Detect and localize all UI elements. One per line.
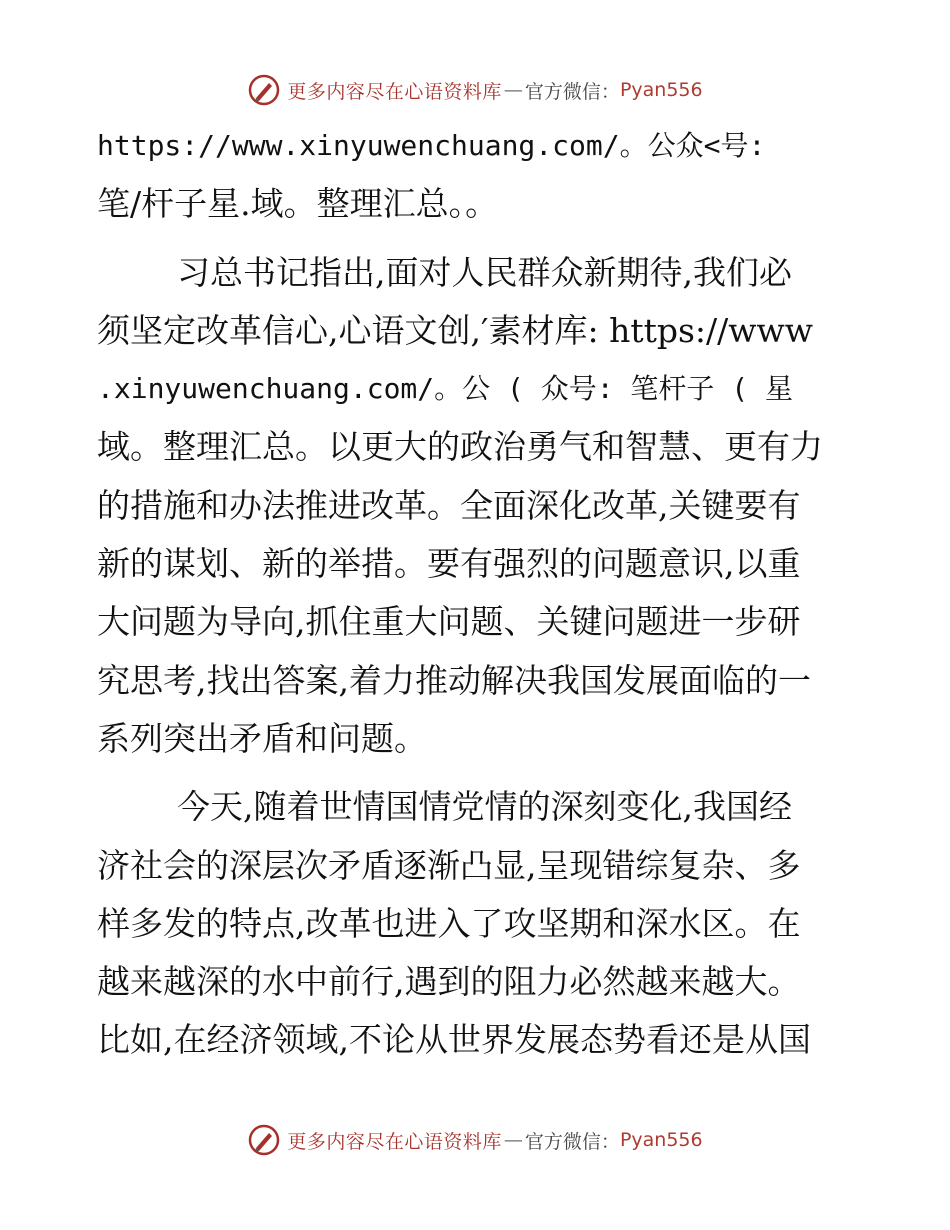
header-separator: — [503,79,523,101]
header-wechat-id: Pyan556 [619,79,703,101]
header-wechat-label: 官方微信： [524,80,620,103]
body-line: 新的谋划、新的举措。要有强烈的问题意识,以重 [97,544,801,584]
body-line: 究思考,找出答案,着力推动解决我国发展面临的一 [97,660,811,700]
footer-banner [0,1120,950,1160]
footer-wechat-id: Pyan556 [619,1129,703,1151]
footer-promo-text: 更多内容尽在心语资料库 [287,1130,502,1153]
body-line: https://www.xinyuwenchuang.com/。公众<号: [97,129,766,162]
paragraph-first-line: 今天,随着世情国情党情的深刻变化,我国经 [177,787,792,827]
body-line: 越来越深的水中前行,遇到的阻力必然越来越大。 [97,962,801,1002]
document-body [97,117,857,1070]
pen-logo-icon [247,73,281,107]
body-line: .xinyuwenchuang.com/。公 ( 众号: 笔杆子 ( 星 [97,372,794,406]
header-promo-text: 更多内容尽在心语资料库 [287,80,502,103]
body-line: 比如,在经济领域,不论从世界发展态势看还是从国 [97,1020,811,1060]
paragraph-first-line: 习总书记指出,面对人民群众新期待,我们必 [177,252,792,292]
footer-wechat-label: 官方微信： [524,1130,620,1153]
body-line: 大问题为导向,抓住重大问题、关键问题进一步研 [97,602,801,642]
body-line: 域。整理汇总。以更大的政治勇气和智慧、更有力 [97,427,823,467]
body-line: 的措施和办法推进改革。全面深化改革,关键要有 [97,485,801,525]
body-line: 济社会的深层次矛盾逐渐凸显,呈现错综复杂、多 [97,845,801,885]
body-line: 系列突出矛盾和问题。 [97,718,427,758]
header-banner [0,70,950,110]
body-line: 须坚定改革信心,心语文创,′素材库: https://www [97,310,814,350]
body-line: 笔/杆子星.域。整理汇总。。 [97,184,499,224]
footer-separator: — [503,1129,523,1151]
pen-logo-icon [247,1123,281,1157]
body-line: 样多发的特点,改革也进入了攻坚期和深水区。在 [97,903,801,943]
